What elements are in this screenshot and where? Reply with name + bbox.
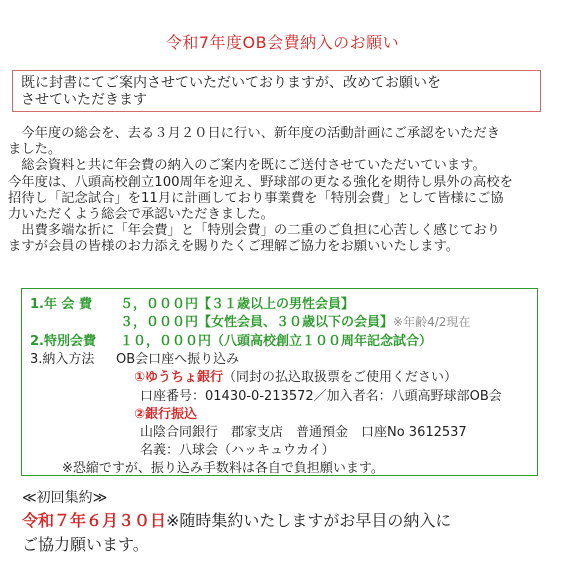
intro-paragraph-1a: 今年度の総会を、去る３月２０日に行い、新年度の活動計画にご承認をいただき [21,126,500,141]
bank-account-info: 山陰合同銀行 郡家支店 普通預金 口座No 3612537 [140,425,467,440]
intro-paragraph-4a: 出費多端な折に「年会費」と「特別会費」の二重のご負担に心苦しく感じており [21,223,500,239]
bank-transfer-title: ②銀行振込 [134,407,198,422]
intro-paragraph-3c: 力いただくよう総会で承認いただきました。 [8,207,274,223]
transfer-fee-note: ※恐縮ですが、振り込み手数料は各自で負担願います。 [62,461,384,476]
intro-paragraph-1b: ました。 [8,142,62,158]
intro-paragraph-3b: 招待し「記念試合」を11月に計画しており事業費を「特別会費」として皆様にご協 [8,190,504,206]
payment-info-box [21,288,538,476]
notice-box [12,70,541,112]
special-fee-amount: １０，０００円（八頭高校創立１００周年記念試合） [120,334,433,349]
page-title: 令和7年度OB会費納入のお願い [165,33,400,52]
intro-paragraph-4b: ますが会員の皆様のお力添えを賜りたくご理解ご協力をお願いいたします。 [8,239,460,255]
bank-account-name: 名義：八球会（ハッキュウカイ） [140,443,335,458]
yucho-bank-title: ①ゆうちょ銀行 [134,370,224,385]
intro-text [8,126,556,256]
deadline-line [22,508,451,531]
deadline-message-continued: ご協力願います。 [22,535,149,554]
yucho-bank-note: （同封の払込取扱票をご使用ください） [223,370,458,385]
intro-paragraph-3a: 今年度は、八頭高校創立100周年を迎え、野球部の更なる強化を期待し県外の高校を [8,174,513,190]
notice-line-1: 既に封書にてご案内させていただいておりますが、改めてお願いを [21,75,441,91]
deadline-message: ※随時集約いたしますがお早目の納入に [166,511,452,530]
annual-fee-label: 1.年 会 費 [30,297,93,312]
first-collection-label: ≪初回集約≫ [22,490,108,506]
yucho-account-info: 口座番号：01430-0-213572／加入者名：八頭高野球部OB会 [140,389,502,404]
intro-paragraph-2: 総会資料と共に年会費の納入のご案内を既にご送付させていただいています。 [21,158,486,174]
annual-fee-amount-women: ３，０００円【女性会員、３０歳以下の会員】 [120,315,394,330]
deadline-date: 令和７年６月３０日 [22,511,167,530]
annual-fee-amount-men: ５，０００円【３１歳以上の男性会員】 [120,297,355,312]
notice-line-2: させていただきます [21,92,147,108]
age-reference-note: ※年齢4/2現在 [393,315,471,329]
payment-method-label: 3.納入方法 [30,352,95,367]
special-fee-label: 2.特別会費 [30,334,96,349]
payment-method-value: OB会口座へ振り込み [116,352,240,367]
